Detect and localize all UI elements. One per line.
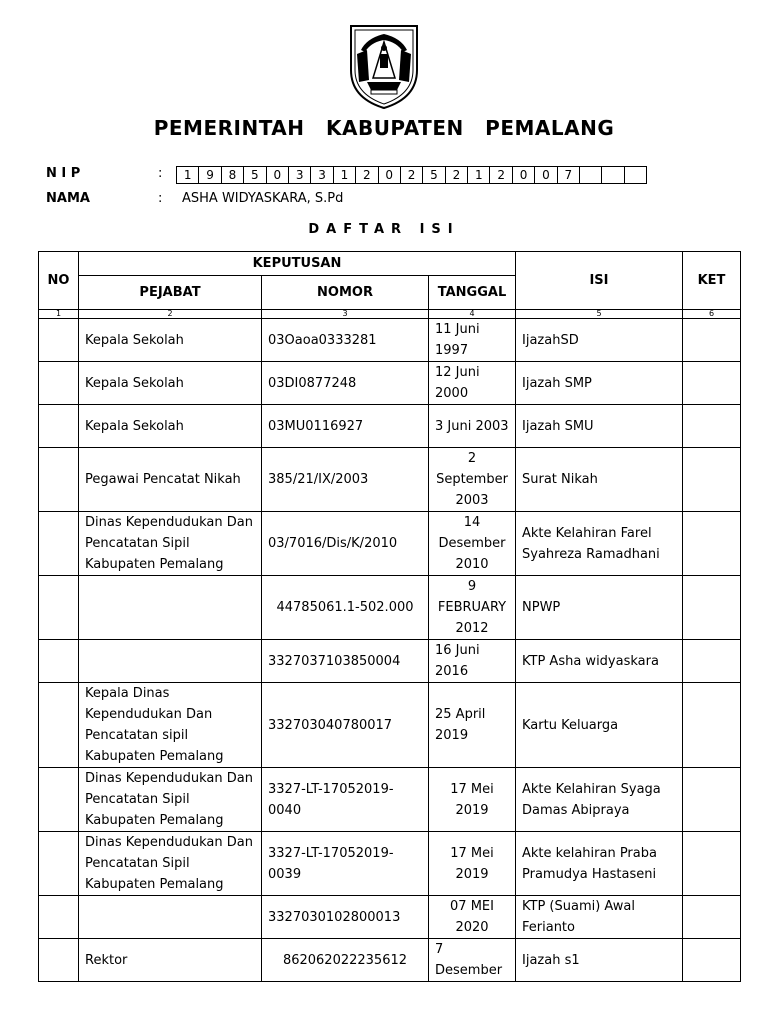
cell-pejabat [79, 576, 262, 640]
table-row [39, 683, 741, 768]
nip-digit: 3 [311, 166, 333, 184]
column-index: 2 [79, 310, 262, 319]
nip-digit: 2 [446, 166, 468, 184]
header-nomor: NOMOR [262, 276, 429, 310]
column-index: 4 [429, 310, 516, 319]
table-row [39, 319, 741, 362]
cell-nomor: 385/21/IX/2003 [262, 448, 429, 512]
cell-ket [683, 832, 741, 896]
nip-digit: 7 [558, 166, 580, 184]
nip-digit: 1 [468, 166, 490, 184]
header-tanggal: TANGGAL [429, 276, 516, 310]
nip-digit: 0 [267, 166, 289, 184]
nip-digit: 5 [423, 166, 445, 184]
pemalang-emblem-logo [347, 20, 421, 110]
nama-label: NAMA [46, 191, 90, 206]
cell-pejabat: Kepala Sekolah [79, 319, 262, 362]
nip-digit: 1 [177, 166, 199, 184]
cell-ket [683, 640, 741, 683]
table-row [39, 939, 741, 982]
nama-value: ASHA WIDYASKARA, S.Pd [182, 191, 344, 206]
table-row [39, 640, 741, 683]
cell-isi: Akte Kelahiran Farel Syahreza Ramadhani [516, 512, 683, 576]
cell-pejabat [79, 896, 262, 939]
table-row [39, 576, 741, 640]
cell-tanggal: 17 Mei 2019 [429, 832, 516, 896]
nip-colon: : [158, 166, 163, 181]
nip-digit: 0 [535, 166, 557, 184]
cell-no [39, 832, 79, 896]
cell-pejabat: Dinas Kependudukan Dan Pencatatan Sipil Kabupaten Pemalang [79, 512, 262, 576]
cell-ket [683, 362, 741, 405]
cell-ket [683, 576, 741, 640]
nip-digit [580, 166, 602, 184]
cell-isi: Ijazah SMU [516, 405, 683, 448]
cell-no [39, 939, 79, 982]
nip-digit: 8 [222, 166, 244, 184]
cell-nomor: 03DI0877248 [262, 362, 429, 405]
cell-isi: Ijazah s1 [516, 939, 683, 982]
header-isi: ISI [516, 252, 683, 310]
cell-pejabat: Pegawai Pencatat Nikah [79, 448, 262, 512]
nip-digit [625, 166, 647, 184]
cell-ket [683, 768, 741, 832]
table-row [39, 896, 741, 939]
cell-pejabat: Dinas Kependudukan Dan Pencatatan Sipil Kabupaten Pemalang [79, 832, 262, 896]
nip-digit [602, 166, 624, 184]
page-title: PEMERINTAH KABUPATEN PEMALANG [153, 116, 615, 140]
cell-ket [683, 512, 741, 576]
cell-nomor: 862062022235612 [262, 939, 429, 982]
document-subtitle: DAFTAR ISI [308, 222, 460, 237]
nip-digit: 3 [289, 166, 311, 184]
cell-tanggal: 07 MEI 2020 [429, 896, 516, 939]
cell-nomor: 03/7016/Dis/K/2010 [262, 512, 429, 576]
nip-digit: 9 [199, 166, 221, 184]
cell-pejabat: Kepala Dinas Kependudukan Dan Pencatatan sipil Kabupaten Pemalang [79, 683, 262, 768]
cell-no [39, 405, 79, 448]
cell-no [39, 768, 79, 832]
cell-nomor: 3327030102800013 [262, 896, 429, 939]
cell-no [39, 640, 79, 683]
cell-isi: Akte kelahiran Praba Pramudya Hastaseni [516, 832, 683, 896]
cell-tanggal: 12 Juni 2000 [429, 362, 516, 405]
nip-digit: 0 [379, 166, 401, 184]
cell-ket [683, 405, 741, 448]
cell-tanggal: 25 April 2019 [429, 683, 516, 768]
cell-nomor: 44785061.1-502.000 [262, 576, 429, 640]
cell-isi: IjazahSD [516, 319, 683, 362]
table-row [39, 832, 741, 896]
cell-no [39, 896, 79, 939]
cell-no [39, 576, 79, 640]
cell-pejabat: Dinas Kependudukan Dan Pencatatan Sipil Kabupaten Pemalang [79, 768, 262, 832]
nip-digit: 5 [244, 166, 266, 184]
header-pejabat: PEJABAT [79, 276, 262, 310]
column-index: 1 [39, 310, 79, 319]
cell-nomor: 332703040780017 [262, 683, 429, 768]
cell-tanggal: 7 Desember [429, 939, 516, 982]
nip-digit: 2 [401, 166, 423, 184]
cell-ket [683, 319, 741, 362]
cell-tanggal: 16 Juni 2016 [429, 640, 516, 683]
cell-nomor: 03MU0116927 [262, 405, 429, 448]
daftar-isi-table [38, 251, 741, 982]
cell-tanggal: 9 FEBRUARY 2012 [429, 576, 516, 640]
cell-tanggal: 11 Juni 1997 [429, 319, 516, 362]
cell-nomor: 3327037103850004 [262, 640, 429, 683]
cell-isi: KTP (Suami) Awal Ferianto [516, 896, 683, 939]
table-row [39, 362, 741, 405]
column-index: 6 [683, 310, 741, 319]
header-keputusan: KEPUTUSAN [79, 252, 516, 276]
column-index: 3 [262, 310, 429, 319]
cell-isi: Akte Kelahiran Syaga Damas Abipraya [516, 768, 683, 832]
cell-nomor: 3327-LT-17052019-0040 [262, 768, 429, 832]
nip-digit-boxes [176, 166, 647, 184]
cell-ket [683, 896, 741, 939]
cell-tanggal: 3 Juni 2003 [429, 405, 516, 448]
cell-tanggal: 2 September 2003 [429, 448, 516, 512]
nip-digit: 2 [490, 166, 512, 184]
cell-no [39, 319, 79, 362]
cell-tanggal: 17 Mei 2019 [429, 768, 516, 832]
header-ket: KET [683, 252, 741, 310]
table-row [39, 768, 741, 832]
table-row [39, 448, 741, 512]
cell-isi: NPWP [516, 576, 683, 640]
nama-colon: : [158, 191, 163, 206]
nip-digit: 2 [356, 166, 378, 184]
cell-ket [683, 939, 741, 982]
cell-nomor: 3327-LT-17052019-0039 [262, 832, 429, 896]
cell-pejabat: Kepala Sekolah [79, 405, 262, 448]
cell-no [39, 362, 79, 405]
cell-nomor: 03Oaoa0333281 [262, 319, 429, 362]
cell-pejabat: Kepala Sekolah [79, 362, 262, 405]
nip-label: N I P [46, 166, 81, 181]
cell-tanggal: 14 Desember 2010 [429, 512, 516, 576]
nip-digit: 0 [513, 166, 535, 184]
cell-pejabat: Rektor [79, 939, 262, 982]
cell-no [39, 683, 79, 768]
nip-digit: 1 [334, 166, 356, 184]
table-row [39, 512, 741, 576]
table-row [39, 405, 741, 448]
cell-isi: Kartu Keluarga [516, 683, 683, 768]
column-index: 5 [516, 310, 683, 319]
cell-ket [683, 683, 741, 768]
cell-isi: Ijazah SMP [516, 362, 683, 405]
cell-no [39, 512, 79, 576]
cell-ket [683, 448, 741, 512]
cell-isi: KTP Asha widyaskara [516, 640, 683, 683]
cell-isi: Surat Nikah [516, 448, 683, 512]
cell-pejabat [79, 640, 262, 683]
cell-no [39, 448, 79, 512]
header-no: NO [39, 252, 79, 310]
